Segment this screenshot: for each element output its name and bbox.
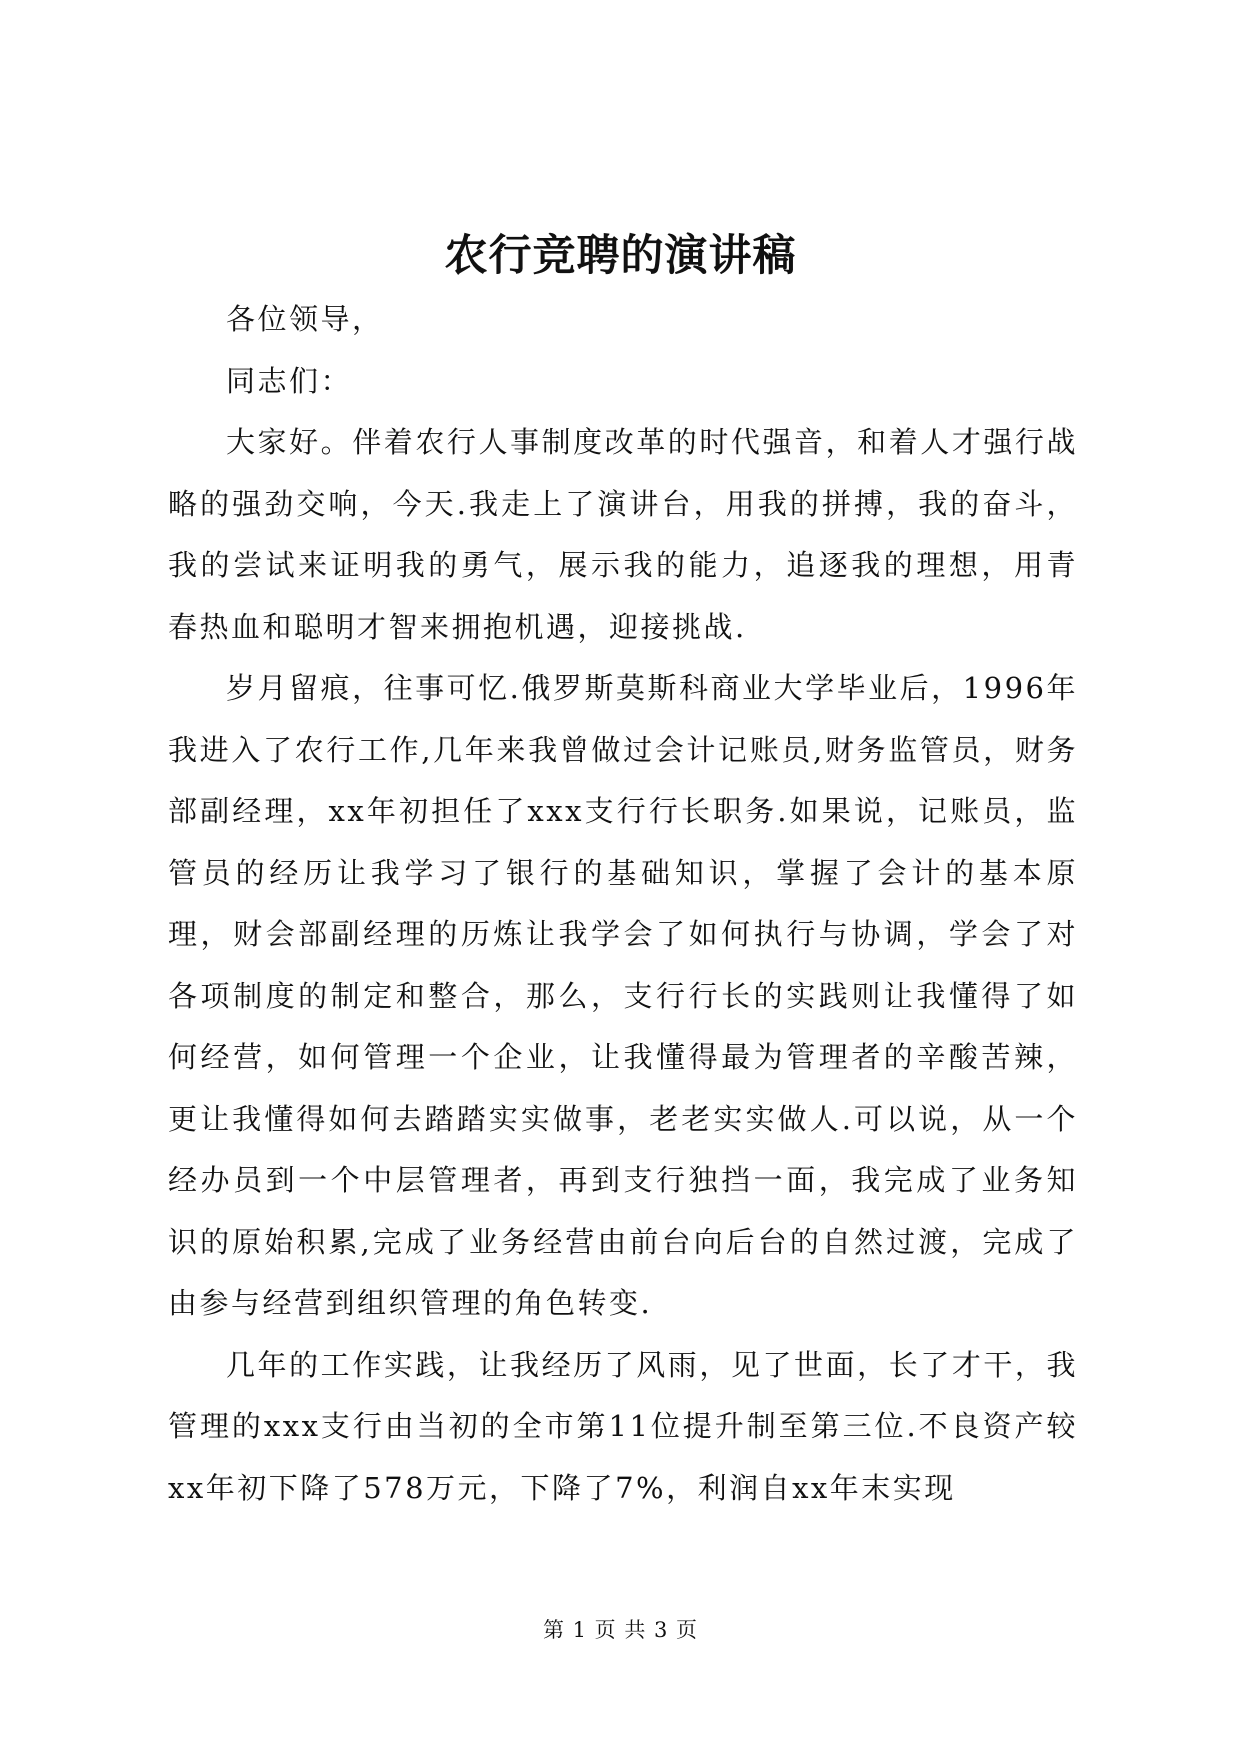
document-title: 农行竞聘的演讲稿 [444, 231, 797, 281]
salutation-comrades: 同志们： [226, 363, 353, 398]
paragraph-opening: 大家好。伴着农行人事制度改革的时代强音，和着人才强行战略的强劲交响，今天.我走上了演讲台，用我的拼搏，我的奋斗，我的尝试来证明我的勇气，展示我的能力，追逐我的理想，用青春热血和聪明才智来拥抱机遇，迎接挑战. [168, 425, 1078, 644]
document-body [168, 289, 1078, 1519]
page-number-footer: 第 1 页 共 3 页 [542, 1618, 699, 1642]
paragraph-career: 岁月留痕，往事可忆.俄罗斯莫斯科商业大学毕业后，1996年我进入了农行工作,几年来我曾做过会计记账员,财务监管员，财务部副经理，xx年初担任了xxx支行行长职务.如果说，记账员，监管员的经历让我学习了银行的基础知识，掌握了会计的基本原理，财会部副经理的历炼让我学会了如何执行与协调，学会了对各项制度的制定和整合，那么，支行行长的实践则让我懂得了如何经营，如何管理一个企业，让我懂得最为管理者的辛酸苦辣，更让我懂得如何去踏踏实实做事，老老实实做人.可以说，从一个经办员到一个中层管理者，再到支行独挡一面，我完成了业务知识的原始积累,完成了业务经营由前台向后台的自然过渡，完成了由参与经营到组织管理的角色转变. [168, 671, 1078, 1320]
salutation-leaders: 各位领导， [226, 302, 384, 336]
paragraph-achievements: 几年的工作实践，让我经历了风雨，见了世面，长了才干，我管理的xxx支行由当初的全市第11位提升制至第三位.不良资产较xx年初下降了578万元，下降了7%，利润自xx年末实现 [168, 1347, 1078, 1505]
